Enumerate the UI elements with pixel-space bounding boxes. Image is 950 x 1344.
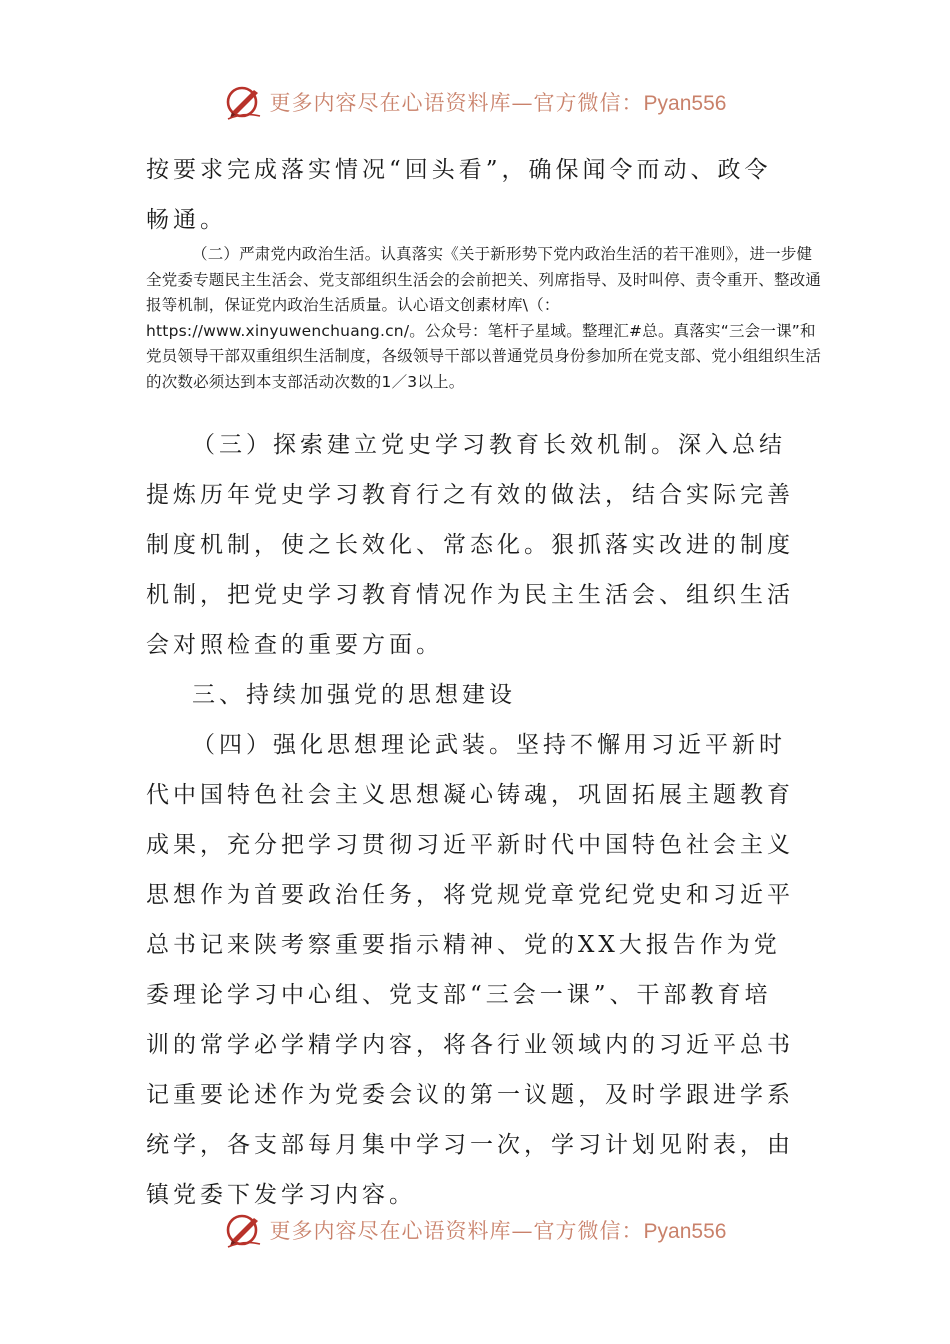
wechat-id: Pyan556 bbox=[643, 1220, 727, 1243]
wechat-id: Pyan556 bbox=[643, 92, 727, 115]
banner-slogan bbox=[270, 87, 727, 117]
paragraph-party-history-mechanism: （三）探索建立党史学习教育长效机制。深入总结提炼历年党史学习教育行之有效的做法，结合实际完善制度机制，使之长效化、常态化。狠抓落实改进的制度机制，把党史学习教育情况作为民主生活会、组织生活会对照检查的重要方面。 bbox=[146, 432, 794, 658]
banner-slogan bbox=[270, 1215, 727, 1245]
paragraph-continuation: 按要求完成落实情况“回头看”，确保闻令而动、政令畅通。 bbox=[146, 157, 772, 233]
header-banner bbox=[0, 80, 950, 124]
banner-slogan-text: 更多内容尽在心语资料库—官方微信： bbox=[269, 1219, 644, 1243]
banner-slogan-text: 更多内容尽在心语资料库—官方微信： bbox=[269, 91, 644, 115]
section-heading: 三、持续加强党的思想建设 bbox=[192, 682, 516, 708]
pen-in-circle-logo bbox=[224, 1210, 264, 1250]
pen-in-circle-logo bbox=[224, 82, 264, 122]
footer-banner bbox=[0, 1208, 950, 1252]
paragraph-theory-armament: （四）强化思想理论武装。坚持不懈用习近平新时代中国特色社会主义思想凝心铸魂，巩固拓展主题教育成果，充分把学习贯彻习近平新时代中国特色社会主义思想作为首要政治任务，将党规党章党纪党史和习近平总书记来陕考察重要指示精神、党的XX大报告作为党委理论学习中心组、党支部“三会一课”、干部教育培训的常学必学精学内容，将各行业领域内的习近平总书记重要论述作为党委会议的第一议题，及时学跟进学系统学，各支部每月集中学习一次，学习计划见附表，由镇党委下发学习内容。 bbox=[146, 732, 794, 1208]
paragraph-strict-political-life: （二）严肃党内政治生活。认真落实《关于新形势下党内政治生活的若干准则》，进一步健全党委专题民主生活会、党支部组织生活会的会前把关、列席指导、及时叫停、责令重开、整改通报等机制，保证党内政治生活质量。认心语文创素材库\（：https://www.xinyuwenchuang.cn/。公众号：笔杆子星域。整理汇#总。真落实“三会一课”和党员领导干部双重组织生活制度，各级领导干部以普通党员身份参加所在党支部、党小组组织生活的次数必须达到本支部活动次数的1／3以上。 bbox=[146, 245, 822, 391]
